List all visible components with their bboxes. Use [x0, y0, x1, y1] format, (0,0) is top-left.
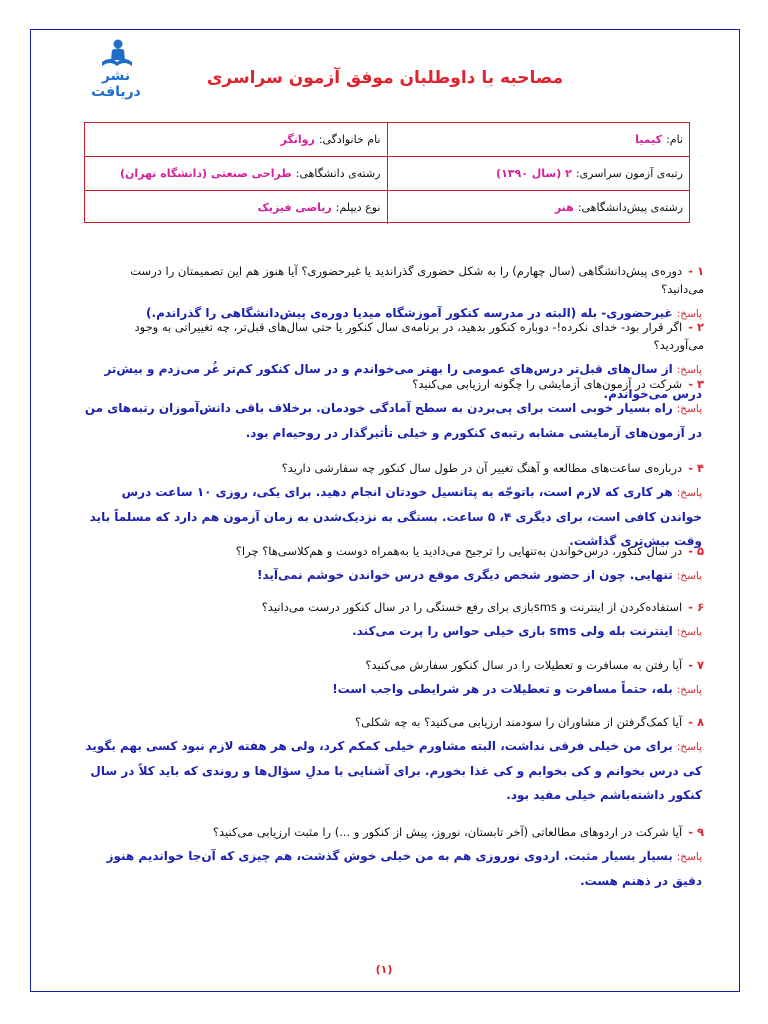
book-reader-icon [84, 38, 148, 70]
answer-label: پاسخ: [676, 626, 702, 638]
info-value: ریاضی فیزیک [257, 201, 332, 214]
qa-item [84, 598, 704, 644]
question-text: در سال کنکور، درس‌خواندن به‌تنهایی را ترجیح می‌دادید یا به‌همراه دوست و هم‌کلاسی‌ها؟ چرا؟ [235, 544, 683, 558]
answer-label: پاسخ: [676, 403, 702, 415]
info-cell [388, 123, 690, 156]
info-cell [85, 157, 388, 190]
info-cell [388, 157, 690, 190]
info-label: نام: [666, 133, 683, 146]
info-cell [85, 191, 388, 224]
question-number: ۲ - [688, 320, 704, 334]
question-number: ۷ - [688, 658, 704, 672]
candidate-info-table [84, 122, 690, 223]
info-value: هنر [554, 201, 574, 214]
page-title: مصاحبه با داوطلبان موفق آزمون سراسری [206, 68, 564, 88]
answer [84, 619, 704, 644]
answer [84, 844, 704, 893]
qa-item [84, 713, 704, 807]
question [84, 262, 704, 298]
info-cell [85, 123, 388, 156]
answer-text: بسیار بسیار مثبت. اردوی نوروزی هم به من خیلی خوش گذشت، هم چیزی که آن‌جا خواندیم هنوز دقیق در ذهنم هست. [106, 849, 702, 888]
info-label: رشته‌ی دانشگاهی: [295, 167, 381, 180]
qa-item [84, 656, 704, 702]
info-label: نام خانوادگی: [318, 133, 381, 146]
question-number: ۹ - [688, 825, 704, 839]
question [84, 656, 704, 674]
question [84, 459, 704, 477]
answer-label: پاسخ: [676, 308, 702, 320]
qa-item [84, 375, 704, 445]
answer-text: راه بسیار خوبی است برای پی‌بردن به سطح آمادگی خودمان. برخلاف باقی دانش‌آموزان رتبه‌های من در آزمون‌های آزمایشی مشابه رتبه‌ی کنکورم و خیلی تأثیرگذار در روحیه‌ام بود. [84, 401, 702, 440]
info-cell [388, 191, 690, 224]
question-number: ۶ - [688, 600, 704, 614]
info-row [85, 123, 689, 157]
answer [84, 396, 704, 445]
answer-text: اینترنت بله ولی sms بازی خیلی حواس را پرت می‌کند. [352, 624, 673, 638]
question-number: ۱ - [688, 264, 704, 278]
answer [84, 563, 704, 588]
answer-text: هر کاری که لازم است، باتوجّه به پتانسیل خودتان انجام دهید. برای یکی، روزی ۱۰ ساعت درس خواندن کافی است، برای دیگری ۴، ۵ ساعت. بستگی به نزدیک‌شدن به زمان آزمون هم دارد که مسلماً باید وقت بیش‌تری گذاشت. [89, 485, 702, 548]
question-text: آیا رفتن به مسافرت و تعطیلات را در سال کنکور سفارش می‌کنید؟ [365, 658, 683, 672]
question [84, 318, 704, 354]
answer-label: پاسخ: [676, 487, 702, 499]
answer-text: تنهایی. چون از حضور شخص دیگری موقع درس خواندن خوشم نمی‌آید! [256, 568, 673, 582]
info-value: ۲ (سال ۱۳۹۰) [496, 167, 572, 180]
question [84, 598, 704, 616]
qa-item [84, 542, 704, 588]
info-label: نوع دیپلم: [335, 201, 381, 214]
question-number: ۸ - [688, 715, 704, 729]
answer-label: پاسخ: [676, 364, 702, 376]
logo-text: نشر دریافت [91, 68, 141, 100]
info-value: طراحی صنعتی (دانشگاه تهران) [120, 167, 292, 180]
question-text: شرکت در آزمون‌های آزمایشی را چگونه ارزیابی می‌کنید؟ [412, 377, 683, 391]
answer-text: برای من خیلی فرقی نداشت، البته مشاورم خیلی کمکم کرد، ولی هر هفته لازم نبود کسی بهم بگوید کی درس بخوانم و کی بخوابم و کی غذا بخورم. برای آشنایی با مدلِ سؤال‌ها و روندی که باید کلاً در سال کنکور داشته‌باشم خیلی مفید بود. [85, 739, 702, 802]
info-label: رتبه‌ی آزمون سراسری: [575, 167, 683, 180]
publisher-logo [84, 38, 148, 100]
info-label: رشته‌ی پیش‌دانشگاهی: [577, 201, 683, 214]
question-text: دوره‌ی پیش‌دانشگاهی (سال چهارم) را به شکل حضوری گذراندید یا غیرحضوری؟ آیا هنوز هم این تصمیمتان را درست می‌دانید؟ [130, 264, 704, 296]
question-number: ۴ - [688, 461, 704, 475]
question [84, 542, 704, 560]
answer-label: پاسخ: [676, 570, 702, 582]
question [84, 375, 704, 393]
answer [84, 734, 704, 807]
qa-item [84, 823, 704, 893]
question-text: اگر قرار بود- خدای نکرده!- دوباره کنکور بدهید، در برنامه‌ی سال کنکور یا حتی سال‌های قبل‌تر، چه تغییراتی به وجود می‌آوردید؟ [134, 320, 704, 352]
qa-item [84, 459, 704, 553]
page-number: (۱) [375, 963, 393, 976]
question-text: درباره‌ی ساعت‌های مطالعه و آهنگ تغییر آن در طول سال کنکور چه سفارشی دارید؟ [281, 461, 683, 475]
answer-label: پاسخ: [676, 684, 702, 696]
info-row [85, 157, 689, 191]
info-value: کیمیا [635, 133, 663, 146]
answer-label: پاسخ: [676, 741, 702, 753]
question-number: ۳ - [688, 377, 704, 391]
question-text: آیا کمک‌گرفتن از مشاوران را سودمند ارزیابی می‌کنید؟ به چه شکلی؟ [355, 715, 683, 729]
answer-text: بله، حتماً مسافرت و تعطیلات در هر شرایطی واجب است! [332, 682, 673, 696]
question-text: استفاده‌کردن از اینترنت و sms‌بازی برای رفع خستگی را در سال کنکور درست می‌دانید؟ [261, 600, 683, 614]
qa-item [84, 262, 704, 326]
question-text: آیا شرکت در اردوهای مطالعاتی (آخر تابستان، نوروز، پیش از کنکور و ...) را مثبت ارزیابی می‌کنید؟ [212, 825, 683, 839]
question [84, 713, 704, 731]
question [84, 823, 704, 841]
info-row [85, 191, 689, 224]
info-value: روانگر [280, 133, 315, 146]
answer-text: از سال‌های قبل‌تر درس‌های عمومی را بهتر می‌خواندم و در سال کنکور کم‌تر غُر می‌زدم و بیش‌تر درس می‌خواندم. [104, 362, 702, 401]
question-number: ۵ - [688, 544, 704, 558]
answer-text: غیرحضوری- بله (البته در مدرسه کنکور آموزشگاه میدیا دوره‌ی پیش‌دانشگاهی را گذراندم.) [146, 306, 673, 320]
answer-label: پاسخ: [676, 851, 702, 863]
answer [84, 677, 704, 702]
